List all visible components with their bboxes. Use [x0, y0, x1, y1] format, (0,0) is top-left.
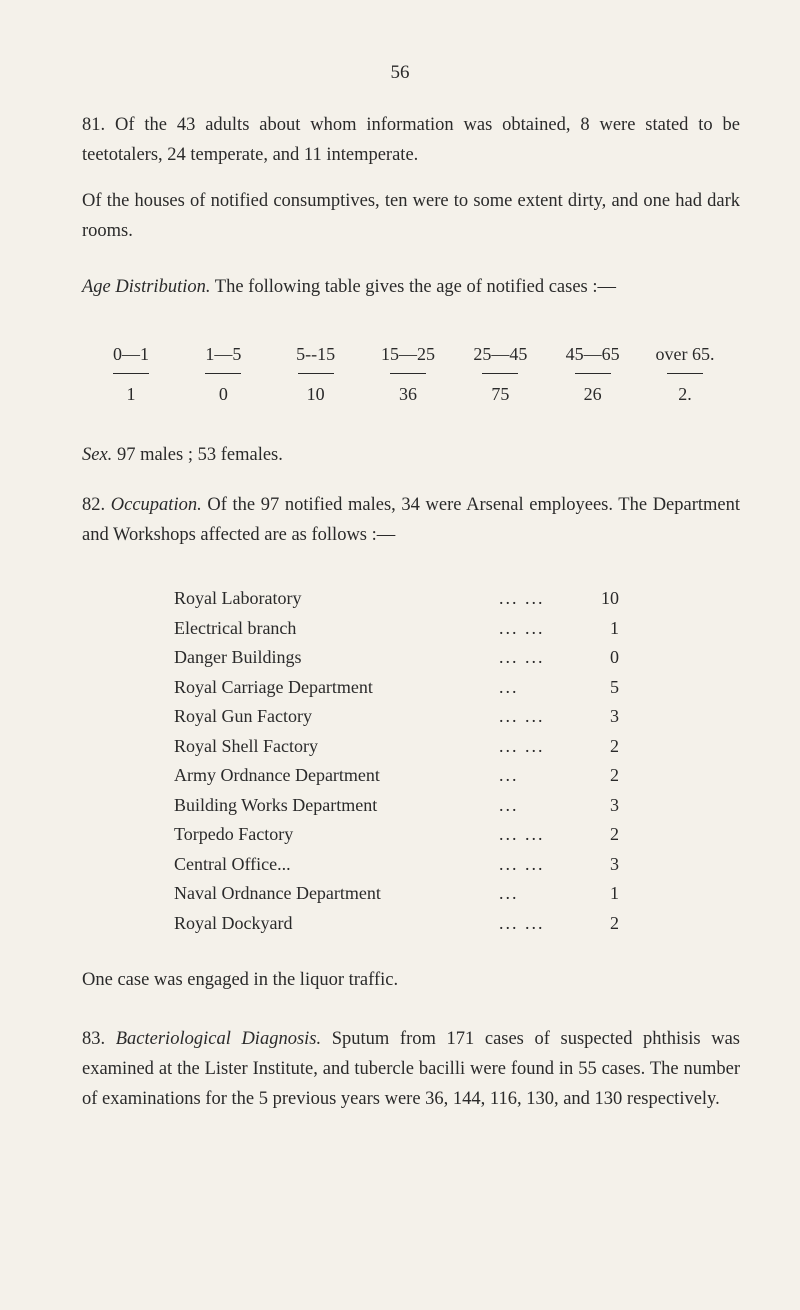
- department-name: Army Ordnance Department: [174, 765, 380, 785]
- department-name: Naval Ordnance Department: [174, 883, 381, 903]
- leader-dots: ... ...: [499, 706, 545, 726]
- department-row: [174, 913, 634, 943]
- department-row: [174, 765, 634, 795]
- department-count: 5: [610, 676, 619, 697]
- sex-text: 97 males ; 53 females.: [116, 445, 283, 465]
- age-value: 1: [126, 384, 136, 404]
- bacteriological-heading: Bacteriological Diagnosis.: [115, 1029, 322, 1049]
- age-column-header: over 65.: [642, 344, 728, 384]
- paragraph-83-text: Sputum from 171 cases of suspected phthisis was examined at the Lister Institute, and tubercle bacilli were found in 55 cases. The number of examinations for the 5 previous years were 36, 144, 116, 130, and 130 respectively.: [82, 1029, 741, 1109]
- department-count: 3: [610, 853, 619, 874]
- age-distribution-paragraph: [82, 272, 740, 302]
- department-count: 1: [610, 883, 619, 903]
- leader-dots: ... ...: [499, 853, 545, 874]
- age-distribution-heading: Age Distribution.: [82, 277, 211, 297]
- department-name: Danger Buildings: [174, 647, 302, 667]
- age-distribution-table: [88, 344, 728, 405]
- sex-line: [82, 440, 740, 470]
- department-row: [174, 824, 634, 854]
- occupation-heading: Occupation.: [110, 495, 202, 515]
- age-column-header: 1—5: [180, 344, 266, 384]
- department-count: 1: [610, 617, 619, 638]
- department-name: Royal Gun Factory: [174, 706, 312, 726]
- page-number: 56: [390, 62, 410, 83]
- department-count: 10: [601, 588, 619, 608]
- department-name: Royal Shell Factory: [174, 735, 318, 756]
- paragraph-82: [82, 490, 740, 550]
- department-count: 2: [610, 735, 619, 756]
- age-value: 75: [491, 384, 510, 404]
- houses-paragraph: [82, 186, 740, 246]
- department-name: Royal Dockyard: [174, 912, 293, 933]
- department-row: [174, 854, 634, 884]
- department-count: 3: [610, 706, 619, 726]
- department-row: [174, 883, 634, 913]
- paragraph-83-number: 83.: [82, 1029, 106, 1049]
- age-value: 26: [583, 384, 602, 404]
- age-value: 2.: [678, 384, 692, 404]
- leader-dots: ... ...: [499, 912, 545, 933]
- age-value: 10: [306, 384, 325, 404]
- liquor-text: One case was engaged in the liquor traffic.: [82, 970, 399, 990]
- age-table-values-row: [88, 384, 728, 405]
- liquor-paragraph: [82, 965, 740, 995]
- sex-label: Sex.: [82, 445, 113, 465]
- age-column-header: 0—1: [88, 344, 174, 384]
- leader-dots: ... ...: [499, 647, 545, 667]
- paragraph-81-number: 81.: [82, 115, 106, 135]
- department-row: [174, 795, 634, 825]
- leader-dots: ... ...: [499, 735, 545, 756]
- department-count: 2: [610, 824, 619, 844]
- leader-dots: ...: [499, 765, 519, 785]
- department-count: 0: [610, 647, 619, 667]
- department-count: 3: [610, 794, 619, 815]
- age-table-header-row: [88, 344, 728, 384]
- leader-dots: ...: [499, 883, 519, 903]
- age-column-header: 25—45: [457, 344, 543, 384]
- age-column-header: 45—65: [550, 344, 636, 384]
- department-count: 2: [610, 912, 619, 933]
- age-value: 36: [398, 384, 417, 404]
- paragraph-82-number: 82.: [82, 495, 106, 515]
- age-distribution-intro: The following table gives the age of notified cases :—: [214, 277, 617, 297]
- department-name: Electrical branch: [174, 617, 297, 638]
- department-name: Building Works Department: [174, 794, 378, 815]
- leader-dots: ... ...: [499, 824, 545, 844]
- paragraph-81-text: Of the 43 adults about whom information was obtained, 8 were stated to be teetotalers, 24 temperate, and 11 intemperate.: [82, 115, 740, 165]
- department-row: [174, 677, 634, 707]
- department-row: [174, 647, 634, 677]
- department-list: [174, 588, 634, 942]
- department-row: [174, 588, 634, 618]
- leader-dots: ...: [499, 794, 519, 815]
- department-name: Central Office...: [174, 853, 291, 874]
- department-name: Royal Carriage Department: [174, 676, 373, 697]
- department-row: [174, 706, 634, 736]
- age-value: 0: [218, 384, 228, 404]
- age-column-header: 5--15: [273, 344, 359, 384]
- paragraph-83: [82, 1024, 740, 1114]
- houses-text: Of the houses of notified consumptives, ten were to some extent dirty, and one had dark rooms.: [82, 191, 740, 241]
- department-name: Royal Laboratory: [174, 588, 302, 608]
- department-count: 2: [610, 765, 619, 785]
- department-row: [174, 736, 634, 766]
- leader-dots: ... ...: [499, 588, 545, 608]
- age-column-header: 15—25: [365, 344, 451, 384]
- department-row: [174, 618, 634, 648]
- paragraph-81: [82, 110, 740, 170]
- department-name: Torpedo Factory: [174, 824, 294, 844]
- leader-dots: ...: [499, 676, 519, 697]
- leader-dots: ... ...: [499, 617, 545, 638]
- paragraph-82-text: Of the 97 notified males, 34 were Arsenal employees. The Department and Workshops affected are as follows :—: [82, 495, 741, 545]
